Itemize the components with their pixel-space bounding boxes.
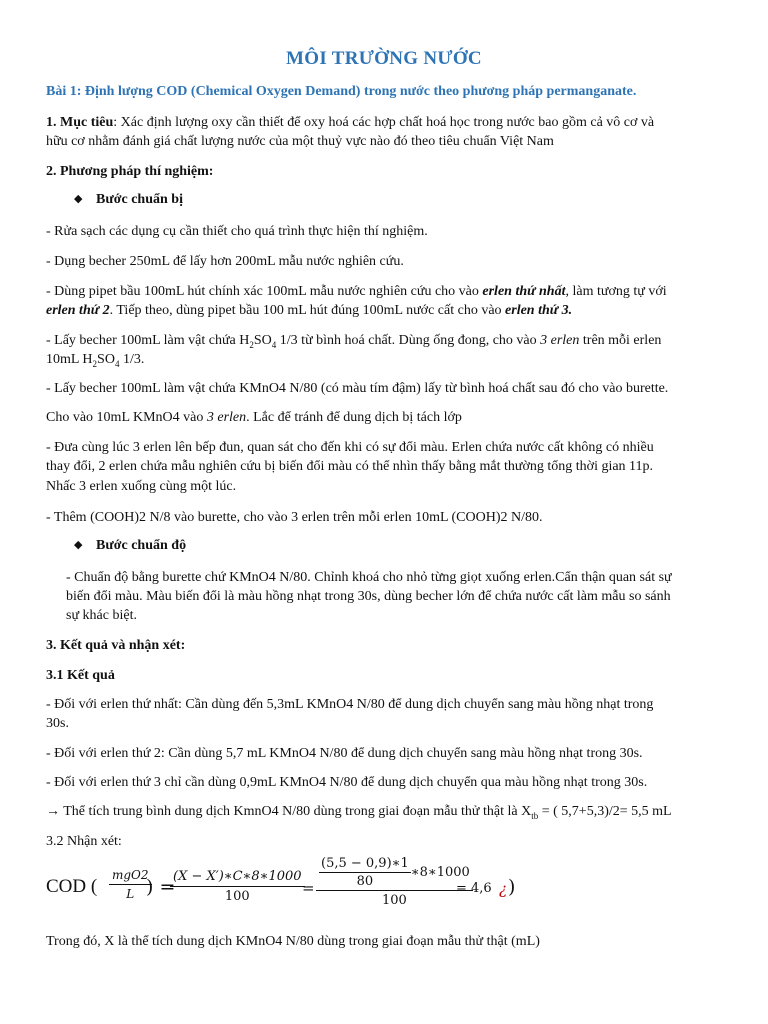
inner-numerator: (5,5 − 0,9)∗1 [321,856,409,871]
fraction-2-numerator [316,856,473,891]
titration-line-1: - Chuẩn độ bằng burette chứ KMnO4 N/80. Chỉnh khoá cho nhỏ từng giọt xuống erlen.Cẩn thận quan sát sự [66,570,672,585]
prep-step-1: - Rửa sạch các dụng cụ cần thiết cho quá trình thực hiện thí nghiệm. [46,224,428,239]
bullet-preparation [74,192,183,208]
text-run: erlen thứ 3. [505,303,573,318]
text-run: = ( 5,7+5,3)/2= 5,5 mL [538,804,672,819]
subscript: 2 [92,358,98,369]
objective-text: : Xác định lượng oxy cần thiết để oxy hoá các hợp chất hoá học trong nước bao gồm cả vô cơ và [113,115,655,130]
text-run: 3 erlen [540,333,580,348]
text-run: trên mỗi erlen [579,333,662,348]
fraction-1-numerator: (X − X′)∗C∗8∗1000 [170,869,305,887]
text-run: 1/3. [119,352,145,367]
titration-line-3: sự khác biệt. [66,608,137,623]
text-run: , làm tương tự với [565,284,667,299]
prep-step-7-line-3: Nhấc 3 erlen xuống cùng một lúc. [46,479,237,494]
bullet-label: Bước chuẩn bị [96,192,183,207]
diamond-bullet-icon: ◆ [74,193,83,205]
text-run: SO [253,333,272,348]
bullet-label: Bước chuẩn độ [96,538,187,553]
result-average [46,802,672,821]
subscript: tb [531,810,539,821]
formula-note: Trong đó, X là thể tích dung dịch KMnO4 N/80 dùng trong giai đoạn mẫu thử thật (mL) [46,934,540,949]
prep-step-6 [46,408,462,427]
text-run: erlen thứ nhất [482,284,566,299]
subscript: 2 [249,339,254,350]
text-run: . Tiếp theo, dùng pipet bầu 100 mL hút đúng 100mL nước cất cho vào [109,303,506,318]
cod-formula [46,856,646,920]
text-run: Cho vào 10mL KMnO4 vào [46,410,207,425]
formula-lhs: COD ( [46,876,98,897]
lesson-heading: Bài 1: Định lượng COD (Chemical Oxygen Demand) trong nước theo phương pháp permanganate. [46,84,637,99]
fraction-2-tail: ∗8∗1000 [410,865,470,880]
fraction-2-denominator: 100 [381,893,407,908]
text-run: → Thể tích trung bình dung dịch KmnO4 N/80 dùng trong giai đoạn mẫu thử thật là X [46,804,532,819]
equals-sign: = [302,879,315,897]
formula-mark: ¿ [499,880,508,898]
text-run: - Dùng pipet bầu 100mL hút chính xác 100mL mẫu nước nghiên cứu cho vào [46,284,483,299]
formula-close: ) [508,876,516,898]
prep-step-3-line-2 [46,301,572,320]
subscript: 4 [114,358,120,369]
prep-step-7-line-2: thay đổi, 2 erlen chứa mẫu nghiên cứu bị biến đổi màu có thể nhìn thấy bằng mắt thường tổng thời gian 11p. [46,459,654,474]
inner-denominator: 80 [356,874,374,889]
titration-line-2: biến đổi màu. Màu biến đổi là màu hồng nhạt trong 30s, dùng becher lớn để chứa nước cất làm mẫu so sánh [66,589,671,604]
prep-step-7-line-1: - Đưa cùng lúc 3 erlen lên bếp đun, quan sát cho đến khi có sự đổi màu. Erlen chứa nước cất không có nhiều [46,440,654,455]
formula-lhs-close: ) = [146,876,176,898]
fraction-1-denominator: 100 [224,889,250,904]
remarks-heading: 3.2 Nhận xét: [46,834,122,849]
results-subheading: 3.1 Kết quả [46,668,115,683]
objective-line-2: hữu cơ nhằm đánh giá chất lượng nước của một thuỷ vực nào đó theo tiêu chuẩn Việt Nam [46,134,554,149]
fraction-2 [316,856,473,908]
text-run: erlen thứ 2 [46,303,110,318]
prep-step-3-line-1 [46,282,667,301]
text-run: SO [97,352,115,367]
page-title: MÔI TRƯỜNG NƯỚC [286,48,482,69]
result-2: - Đối với erlen thứ 2: Cần dùng 5,7 mL KMnO4 N/80 để dung dịch chuyển sang màu hồng nhạt trong 30s. [46,746,643,761]
result-1-line-1: - Đối với erlen thứ nhất: Cần dùng đến 5,3mL KMnO4 N/80 để dung dịch chuyển sang màu hồng nhạt trong [46,697,654,712]
fraction-1 [170,869,305,904]
prep-step-4-line-1 [46,331,661,350]
unit-numerator: mgO2 [109,868,152,885]
diamond-bullet-icon: ◆ [74,539,83,551]
text-run: . Lắc để tránh để dung dịch bị tách lớp [246,410,462,425]
inner-fraction [319,856,411,889]
subscript: 4 [271,339,277,350]
prep-step-8: - Thêm (COOH)2 N/8 vào burette, cho vào 3 erlen trên mỗi erlen 10mL (COOH)2 N/80. [46,510,543,525]
prep-step-2: - Dụng becher 250mL để lấy hơn 200mL mẫu nước nghiên cứu. [46,254,404,269]
text-run: 3 erlen [206,410,247,425]
bullet-titration [74,538,186,554]
method-heading: 2. Phương pháp thí nghiệm: [46,164,214,179]
prep-step-5: - Lấy becher 100mL làm vật chứa KMnO4 N/80 (có màu tím đậm) lấy từ bình hoá chất sau đó cho vào burette. [46,381,669,396]
text-run: 1/3 từ bình hoá chất. Dùng ống đong, cho vào [276,333,541,348]
results-heading: 3. Kết quả và nhận xét: [46,638,186,653]
objective-line-1 [46,113,654,132]
unit-denominator: L [126,887,135,901]
text-run: 10mL H [46,352,93,367]
objective-heading: 1. Mục tiêu [46,115,114,130]
formula-result: = 4,6 [456,881,492,896]
prep-step-4-line-2 [46,350,144,369]
result-3: - Đối với erlen thứ 3 chỉ cần dùng 0,9mL KMnO4 N/80 để dung dịch chuyển qua màu hồng nhạt trong 30s. [46,775,648,790]
result-1-line-2: 30s. [46,716,69,731]
text-run: - Lấy becher 100mL làm vật chứa H [46,333,250,348]
